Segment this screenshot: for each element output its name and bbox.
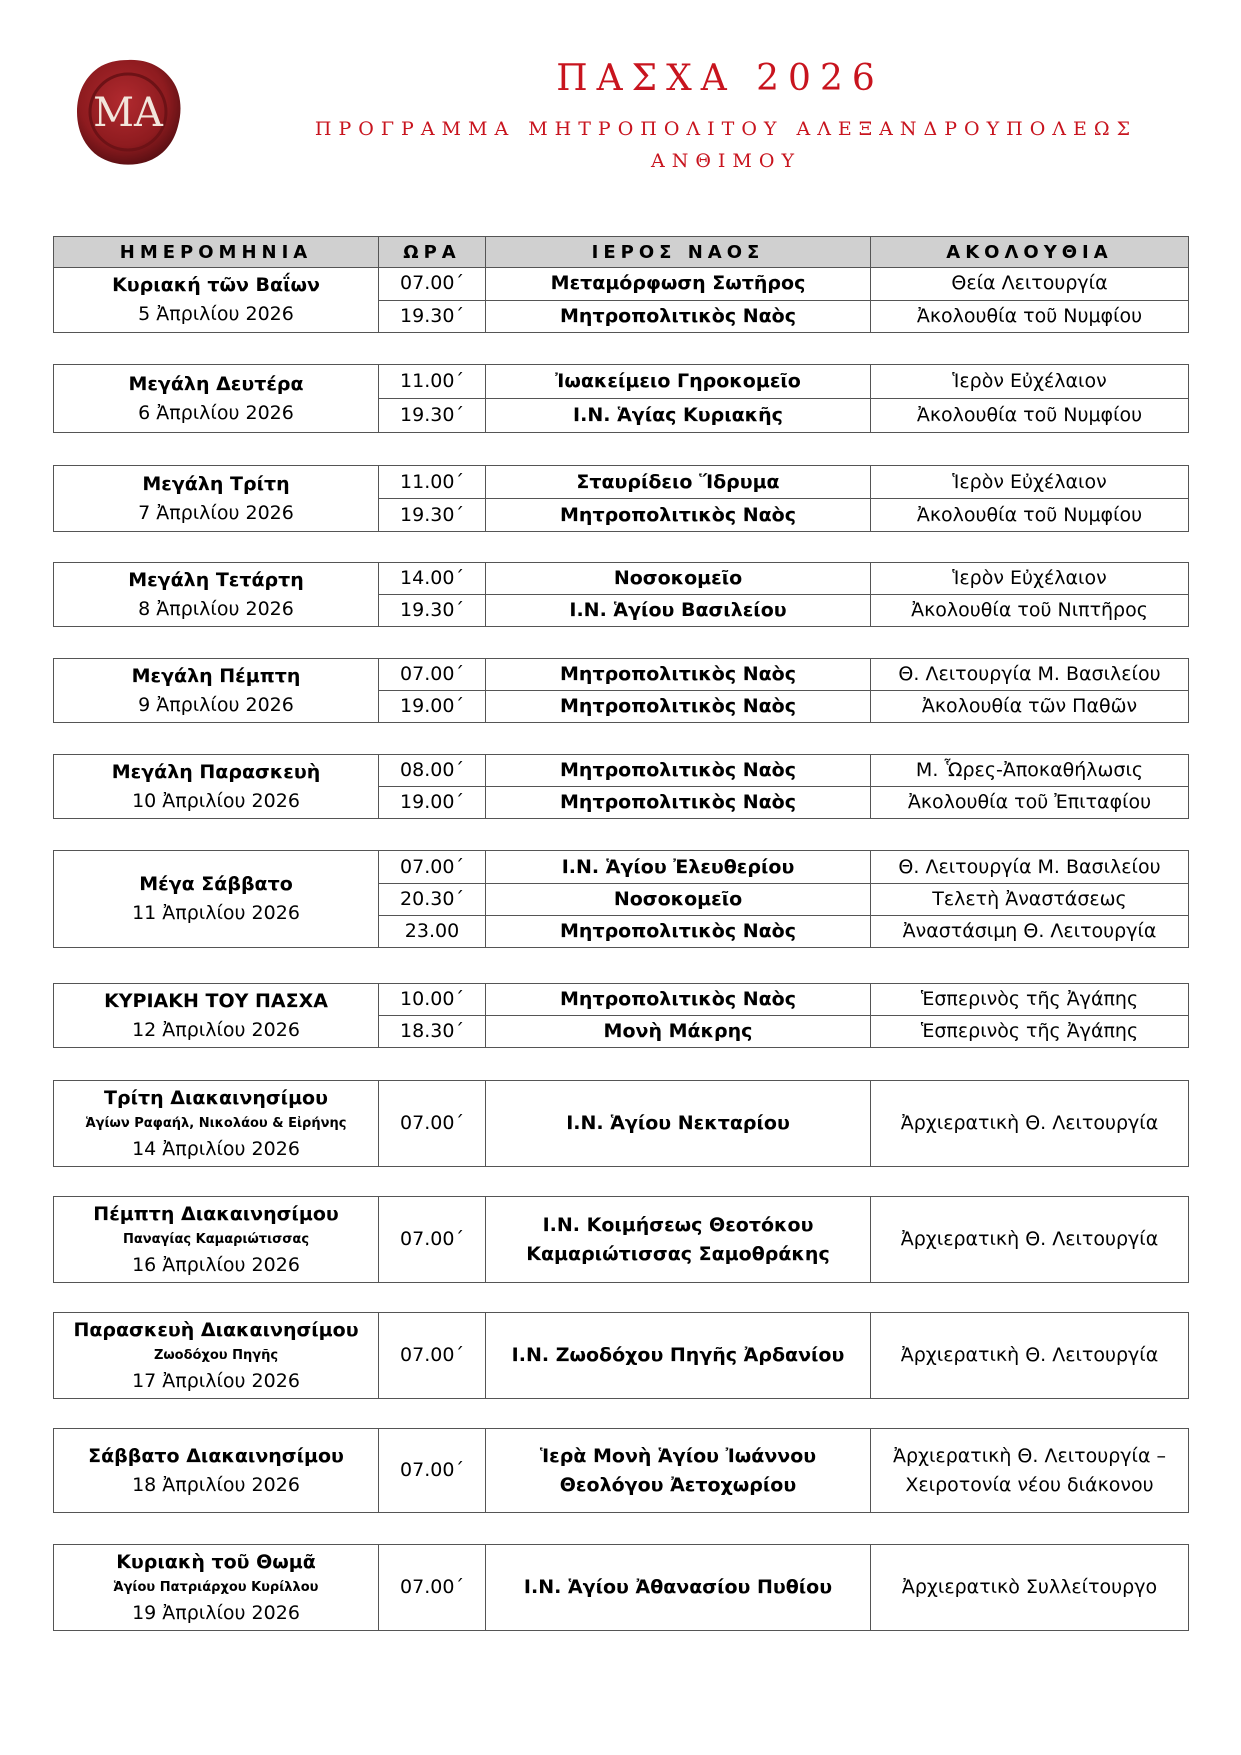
entry-service: Ἀρχιερατικὸ Συλλείτουργο <box>871 1545 1189 1631</box>
day-name: ΚΥΡΙΑΚΗ ΤΟΥ ΠΑΣΧΑ <box>104 989 328 1012</box>
entry-time: 07.00΄ <box>379 1197 486 1283</box>
entry-time: 07.00΄ <box>379 1313 486 1399</box>
day-block <box>53 1080 1189 1167</box>
entry-time: 07.00΄ <box>379 268 486 300</box>
day-cell <box>54 1197 379 1283</box>
metropolis-seal-logo <box>72 56 184 168</box>
day-block <box>53 1312 1189 1399</box>
entry-time: 19.30΄ <box>379 595 486 627</box>
day-date: 7 Ἀπριλίου 2026 <box>138 501 294 524</box>
day-date: 6 Ἀπριλίου 2026 <box>138 401 294 424</box>
entry-church: Ἰωακείμειο Γηροκομεῖο <box>486 365 871 399</box>
page-title: ΠΑΣΧΑ 2026 <box>556 58 884 99</box>
day-cell <box>54 984 379 1048</box>
entry-church-line-1: Ἱερὰ Μονὴ Ἁγίου Ἰωάννου <box>539 1444 817 1467</box>
entry-church: Μητροπολιτικὸς Ναὸς <box>486 691 871 723</box>
entry-service: Ἀναστάσιμη Θ. Λειτουργία <box>871 916 1189 948</box>
day-cell <box>54 659 379 723</box>
entry-church <box>486 1197 871 1283</box>
day-block <box>53 1428 1189 1513</box>
day-block <box>53 658 1189 723</box>
day-name: Μέγα Σάββατο <box>139 873 293 895</box>
day-cell <box>54 1545 379 1631</box>
entry-church: Μητροπολιτικὸς Ναὸς <box>486 659 871 691</box>
day-name: Κυριακή τῶν Βαΐων <box>112 273 320 296</box>
entry-service: Θ. Λειτουργία Μ. Βασιλείου <box>871 659 1189 691</box>
entry-service: Ἀκολουθία τοῦ Νυμφίου <box>871 300 1189 332</box>
day-saint: Ζωοδόχου Πηγῆς <box>153 1347 279 1363</box>
day-cell <box>54 1429 379 1513</box>
entry-church: Ι.Ν. Ἁγίου Ἀθανασίου Πυθίου <box>486 1545 871 1631</box>
entry-church: Ι.Ν. Ἁγίου Βασιλείου <box>486 595 871 627</box>
entry-service: Ἀρχιερατικὴ Θ. Λειτουργία <box>871 1197 1189 1283</box>
entry-time: 07.00΄ <box>379 851 486 884</box>
entry-time: 07.00΄ <box>379 659 486 691</box>
day-date: 19 Ἀπριλίου 2026 <box>132 1601 300 1624</box>
entry-service: Θεία Λειτουργία <box>871 268 1189 300</box>
page-subtitle <box>226 113 1226 177</box>
day-block <box>53 465 1189 532</box>
entry-time: 07.00΄ <box>379 1081 486 1167</box>
entry-church: Μητροπολιτικὸς Ναὸς <box>486 755 871 787</box>
entry-service: Ἱερὸν Εὐχέλαιον <box>871 466 1189 499</box>
entry-service: Μ. Ὧρες-Ἀποκαθήλωσις <box>871 755 1189 787</box>
day-cell <box>54 755 379 819</box>
entry-time: 19.30΄ <box>379 399 486 433</box>
entry-church: Μητροπολιτικὸς Ναὸς <box>486 300 871 332</box>
day-cell <box>54 268 379 332</box>
day-date: 18 Ἀπριλίου 2026 <box>132 1473 300 1496</box>
entry-service: Ἑσπερινὸς τῆς Ἀγάπης <box>871 1016 1189 1048</box>
entry-time: 20.30΄ <box>379 884 486 916</box>
entry-service: Ἀκολουθία τοῦ Νυμφίου <box>871 399 1189 433</box>
entry-service: Ἀκολουθία τοῦ Νυμφίου <box>871 499 1189 532</box>
day-block <box>53 1544 1189 1631</box>
day-cell <box>54 365 379 433</box>
day-cell <box>54 466 379 532</box>
entry-service <box>871 1429 1189 1513</box>
day-block <box>53 562 1189 627</box>
entry-service-line-2: Χειροτονία νέου διάκονου <box>905 1473 1154 1496</box>
subtitle-line-1: ΠΡΟΓΡΑΜΜΑ ΜΗΤΡΟΠΟΛΙΤΟΥ ΑΛΕΞΑΝΔΡΟΥΠΟΛΕΩΣ <box>314 118 1138 140</box>
entry-service: Θ. Λειτουργία Μ. Βασιλείου <box>871 851 1189 884</box>
entry-time: 19.30΄ <box>379 300 486 332</box>
entry-church <box>486 1429 871 1513</box>
entry-church: Μονὴ Μάκρης <box>486 1016 871 1048</box>
day-name: Μεγάλη Παρασκευὴ <box>111 760 321 783</box>
day-date: 10 Ἀπριλίου 2026 <box>132 789 300 812</box>
day-date: 11 Ἀπριλίου 2026 <box>132 902 300 924</box>
day-date: 12 Ἀπριλίου 2026 <box>132 1018 300 1041</box>
entry-church-line-1: Ι.Ν. Κοιμήσεως Θεοτόκου <box>542 1213 814 1236</box>
column-header-service: ΑΚΟΛΟΥΘΙΑ <box>871 237 1189 268</box>
day-date: 8 Ἀπριλίου 2026 <box>138 597 294 620</box>
day-saint: Ἁγίων Ραφαήλ, Νικολάου & Εἰρήνης <box>85 1115 347 1131</box>
entry-time: 11.00΄ <box>379 365 486 399</box>
entry-time: 10.00΄ <box>379 984 486 1016</box>
entry-service: Ἀρχιερατικὴ Θ. Λειτουργία <box>871 1081 1189 1167</box>
day-name: Μεγάλη Τρίτη <box>142 472 290 495</box>
day-cell <box>54 563 379 627</box>
day-cell <box>54 851 379 948</box>
day-block <box>53 754 1189 819</box>
entry-time: 19.30΄ <box>379 499 486 532</box>
day-cell <box>54 1313 379 1399</box>
entry-church: Μητροπολιτικὸς Ναὸς <box>486 916 871 948</box>
entry-service: Ἀκολουθία τῶν Παθῶν <box>871 691 1189 723</box>
entry-service: Ἑσπερινὸς τῆς Ἀγάπης <box>871 984 1189 1016</box>
entry-time: 08.00΄ <box>379 755 486 787</box>
subtitle-line-2: ΑΝΘΙΜΟΥ <box>650 150 801 172</box>
entry-service: Ἀκολουθία τοῦ Ἐπιταφίου <box>871 787 1189 819</box>
day-cell <box>54 1081 379 1167</box>
entry-service: Τελετὴ Ἀναστάσεως <box>871 884 1189 916</box>
day-name: Παρασκευὴ Διακαινησίμου <box>73 1318 359 1341</box>
day-saint: Παναγίας Καμαριώτισσας <box>122 1231 310 1247</box>
day-block <box>53 983 1189 1048</box>
day-name: Μεγάλη Πέμπτη <box>131 664 301 687</box>
entry-time: 07.00΄ <box>379 1545 486 1631</box>
day-name: Πέμπτη Διακαινησίμου <box>93 1202 339 1225</box>
day-saint: Ἁγίου Πατριάρχου Κυρίλλου <box>113 1579 319 1595</box>
column-header-time: ΩΡΑ <box>379 237 486 268</box>
entry-church: Μητροπολιτικὸς Ναὸς <box>486 499 871 532</box>
day-block <box>53 850 1189 948</box>
day-date: 5 Ἀπριλίου 2026 <box>138 302 294 325</box>
entry-church: Μεταμόρφωση Σωτῆρος <box>486 268 871 300</box>
entry-church: Σταυρίδειο Ἵδρυμα <box>486 466 871 499</box>
entry-church: Ι.Ν. Ζωοδόχου Πηγῆς Ἀρδανίου <box>486 1313 871 1399</box>
entry-time: 19.00΄ <box>379 691 486 723</box>
day-date: 9 Ἀπριλίου 2026 <box>138 693 294 716</box>
day-date: 16 Ἀπριλίου 2026 <box>132 1253 300 1276</box>
entry-service: Ἀκολουθία τοῦ Νιπτῆρος <box>871 595 1189 627</box>
day-name: Μεγάλη Δευτέρα <box>128 372 304 395</box>
entry-time: 11.00΄ <box>379 466 486 499</box>
entry-time: 07.00΄ <box>379 1429 486 1513</box>
day-block <box>53 1196 1189 1283</box>
entry-service: Ἱερὸν Εὐχέλαιον <box>871 563 1189 595</box>
entry-church: Ι.Ν. Ἁγίου Νεκταρίου <box>486 1081 871 1167</box>
entry-church: Μητροπολιτικὸς Ναὸς <box>486 787 871 819</box>
entry-church-line-2: Θεολόγου Ἀετοχωρίου <box>559 1473 797 1496</box>
entry-service: Ἱερὸν Εὐχέλαιον <box>871 365 1189 399</box>
day-name: Τρίτη Διακαινησίμου <box>104 1086 328 1109</box>
entry-church-line-2: Καμαριώτισσας Σαμοθράκης <box>526 1242 830 1265</box>
entry-church: Ι.Ν. Ἁγίας Κυριακῆς <box>486 399 871 433</box>
column-header-church: ΙΕΡΟΣ ΝΑΟΣ <box>486 237 871 268</box>
day-date: 14 Ἀπριλίου 2026 <box>132 1137 300 1160</box>
entry-church: Νοσοκομεῖο <box>486 563 871 595</box>
day-block <box>53 364 1189 433</box>
schedule-header <box>53 236 1189 268</box>
day-name: Σάββατο Διακαινησίμου <box>88 1444 344 1467</box>
entry-time: 23.00 <box>379 916 486 948</box>
day-date: 17 Ἀπριλίου 2026 <box>132 1369 300 1392</box>
day-block <box>53 268 1189 333</box>
day-name: Μεγάλη Τετάρτη <box>128 568 304 591</box>
entry-service: Ἀρχιερατικὴ Θ. Λειτουργία <box>871 1313 1189 1399</box>
entry-time: 18.30΄ <box>379 1016 486 1048</box>
svg-text:ΜΑ: ΜΑ <box>93 90 163 136</box>
entry-church: Μητροπολιτικὸς Ναὸς <box>486 984 871 1016</box>
column-header-date: ΗΜΕΡΟΜΗΝΙΑ <box>54 237 379 268</box>
entry-time: 14.00΄ <box>379 563 486 595</box>
entry-church: Ι.Ν. Ἁγίου Ἐλευθερίου <box>486 851 871 884</box>
day-name: Κυριακὴ τοῦ Θωμᾶ <box>116 1550 316 1573</box>
entry-service-line-1: Ἀρχιερατικὴ Θ. Λειτουργία – <box>892 1444 1167 1467</box>
entry-time: 19.00΄ <box>379 787 486 819</box>
entry-church: Νοσοκομεῖο <box>486 884 871 916</box>
